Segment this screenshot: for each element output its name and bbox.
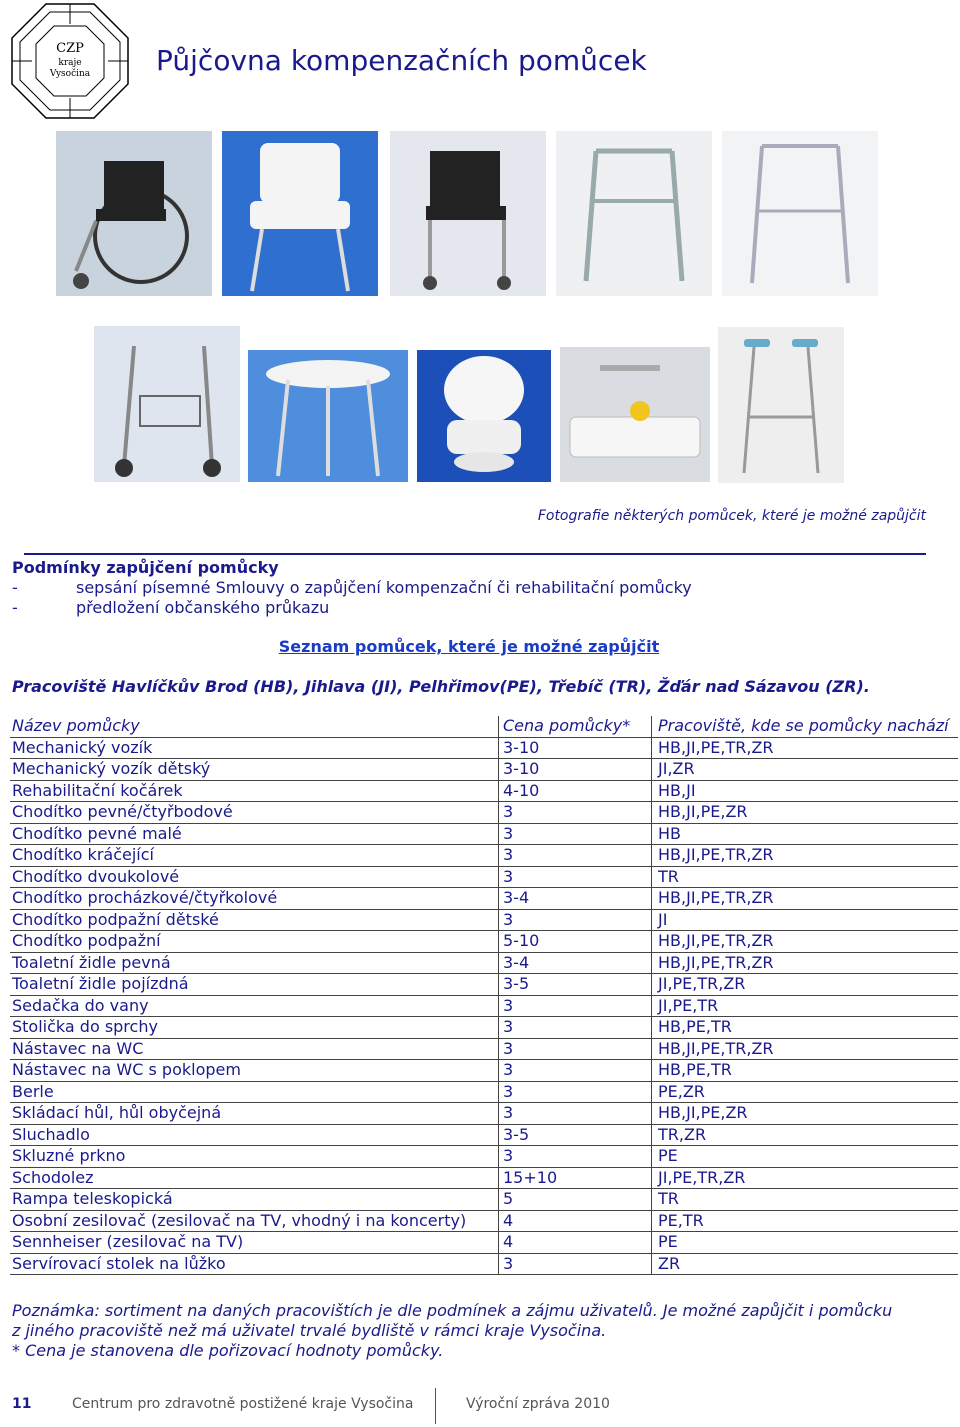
photo-walking-frame — [556, 131, 712, 296]
cell-workplace: HB,JI,PE,TR,ZR — [652, 888, 959, 910]
footer-report: Výroční zpráva 2010 — [466, 1396, 610, 1412]
cell-workplace: HB,JI,PE,TR,ZR — [652, 1038, 959, 1060]
table-row — [10, 909, 958, 931]
photo-walking-frame-tall — [722, 131, 878, 296]
table-row — [10, 1210, 958, 1232]
cell-workplace: JI — [652, 909, 959, 931]
cell-workplace: JI,PE,TR,ZR — [652, 974, 959, 996]
cell-price: 3 — [499, 1081, 652, 1103]
cell-workplace: HB,JI,PE,ZR — [652, 802, 959, 824]
table-row — [10, 1017, 958, 1039]
table-row — [10, 845, 958, 867]
cell-name: Toaletní židle pojízdná — [10, 974, 499, 996]
cell-workplace: HB,JI,PE,TR,ZR — [652, 931, 959, 953]
table-row — [10, 1232, 958, 1254]
cell-price: 3 — [499, 845, 652, 867]
aids-table-body — [10, 737, 958, 1275]
table-row — [10, 1189, 958, 1211]
condition-bullet: - — [12, 578, 18, 597]
table-row — [10, 931, 958, 953]
logo-line3: Vysočina — [49, 69, 91, 79]
cell-workplace: TR — [652, 1189, 959, 1211]
cell-price: 3 — [499, 823, 652, 845]
aids-table — [10, 716, 958, 1275]
cell-workplace: ZR — [652, 1253, 959, 1275]
cell-workplace: HB,PE,TR — [652, 1060, 959, 1082]
cell-workplace: PE — [652, 1146, 959, 1168]
cell-price: 3 — [499, 1146, 652, 1168]
condition-item — [12, 578, 692, 597]
cell-name: Chodítko podpažní — [10, 931, 499, 953]
aids-list-title[interactable]: Seznam pomůcek, které je možné zapůjčit — [278, 637, 660, 656]
table-row — [10, 737, 958, 759]
photo-commode-wheelchair — [390, 131, 546, 296]
footer-org: Centrum pro zdravotně postižené kraje Vysočina — [72, 1396, 414, 1412]
table-row — [10, 1167, 958, 1189]
table-row — [10, 780, 958, 802]
photo-toilet-seat-raiser — [417, 350, 551, 482]
cell-workplace: JI,PE,TR,ZR — [652, 1167, 959, 1189]
table-row — [10, 802, 958, 824]
price-footnote: * Cena je stanovena dle pořizovací hodnoty pomůcky. — [12, 1341, 444, 1360]
cell-workplace: HB,JI,PE,ZR — [652, 1103, 959, 1125]
page-title: Půjčovna kompenzačních pomůcek — [156, 44, 647, 77]
cell-price: 3-4 — [499, 888, 652, 910]
cell-workplace: HB,JI,PE,TR,ZR — [652, 845, 959, 867]
cell-workplace: PE,TR — [652, 1210, 959, 1232]
cell-price: 3 — [499, 995, 652, 1017]
cell-name: Rehabilitační kočárek — [10, 780, 499, 802]
table-row — [10, 952, 958, 974]
logo-line2: kraje — [58, 58, 82, 68]
cell-price: 3-10 — [499, 759, 652, 781]
cell-price: 5 — [499, 1189, 652, 1211]
cell-price: 3 — [499, 1060, 652, 1082]
cell-workplace: JI,PE,TR — [652, 995, 959, 1017]
cell-name: Servírovací stolek na lůžko — [10, 1253, 499, 1275]
note-line: Poznámka: sortiment na daných pracovištích je dle podmínek a zájmu uživatelů. Je možné zapůjčit i pomůcku — [12, 1301, 893, 1320]
condition-item — [12, 598, 329, 617]
cell-price: 3 — [499, 1038, 652, 1060]
table-row — [10, 995, 958, 1017]
logo-line1: CZP — [56, 41, 84, 56]
photo-rollator — [94, 326, 240, 482]
cell-name: Mechanický vozík dětský — [10, 759, 499, 781]
cell-name: Toaletní židle pevná — [10, 952, 499, 974]
cell-workplace: TR — [652, 866, 959, 888]
cell-name: Sluchadlo — [10, 1124, 499, 1146]
cell-name: Chodítko procházkové/čtyřkolové — [10, 888, 499, 910]
cell-workplace: HB,PE,TR — [652, 1017, 959, 1039]
cell-name: Sennheiser (zesilovač na TV) — [10, 1232, 499, 1254]
cell-name: Chodítko pevné malé — [10, 823, 499, 845]
table-row — [10, 1103, 958, 1125]
table-row — [10, 1081, 958, 1103]
cell-price: 3-5 — [499, 974, 652, 996]
photo-forearm-walker — [718, 327, 844, 483]
table-row — [10, 866, 958, 888]
cell-name: Skluzné prkno — [10, 1146, 499, 1168]
table-row — [10, 1253, 958, 1275]
note-line: z jiného pracoviště než má uživatel trvalé bydliště v rámci kraje Vysočina. — [12, 1321, 607, 1340]
cell-name: Sedačka do vany — [10, 995, 499, 1017]
header-workplace: Pracoviště, kde se pomůcky nachází — [652, 716, 959, 737]
cell-name: Chodítko dvoukolové — [10, 866, 499, 888]
cell-price: 4 — [499, 1210, 652, 1232]
cell-name: Chodítko pevné/čtyřbodové — [10, 802, 499, 824]
cell-price: 4 — [499, 1232, 652, 1254]
cell-price: 15+10 — [499, 1167, 652, 1189]
cell-workplace: JI,ZR — [652, 759, 959, 781]
condition-text: předložení občanského průkazu — [76, 598, 330, 617]
cell-price: 3 — [499, 1017, 652, 1039]
cell-workplace: HB,JI,PE,TR,ZR — [652, 952, 959, 974]
header-name: Název pomůcky — [10, 716, 499, 737]
cell-workplace: PE,ZR — [652, 1081, 959, 1103]
cell-price: 3 — [499, 802, 652, 824]
photo-shower-chair — [222, 131, 378, 296]
cell-name: Rampa teleskopická — [10, 1189, 499, 1211]
photo-shower-stool — [248, 350, 408, 482]
cell-name: Skládací hůl, hůl obyčejná — [10, 1103, 499, 1125]
workplaces-legend: Pracoviště Havlíčkův Brod (HB), Jihlava (JI), Pelhřimov(PE), Třebíč (TR), Žďár nad Sázavou (ZR). — [12, 677, 870, 696]
cell-price: 3 — [499, 866, 652, 888]
cell-price: 3 — [499, 1103, 652, 1125]
photo-bath-board — [560, 347, 710, 482]
table-row — [10, 1060, 958, 1082]
cell-price: 3 — [499, 1253, 652, 1275]
cell-price: 5-10 — [499, 931, 652, 953]
cell-name: Osobní zesilovač (zesilovač na TV, vhodný i na koncerty) — [10, 1210, 499, 1232]
cell-workplace: HB,JI,PE,TR,ZR — [652, 737, 959, 759]
cell-name: Schodolez — [10, 1167, 499, 1189]
cell-name: Nástavec na WC s poklopem — [10, 1060, 499, 1082]
cell-name: Nástavec na WC — [10, 1038, 499, 1060]
table-row — [10, 1124, 958, 1146]
cell-workplace: HB,JI — [652, 780, 959, 802]
condition-bullet: - — [12, 598, 18, 617]
table-row — [10, 888, 958, 910]
photo-wheelchair — [56, 131, 212, 296]
cell-name: Mechanický vozík — [10, 737, 499, 759]
header-price: Cena pomůcky* — [499, 716, 652, 737]
cell-name: Stolička do sprchy — [10, 1017, 499, 1039]
table-row — [10, 823, 958, 845]
cell-price: 4-10 — [499, 780, 652, 802]
table-row — [10, 759, 958, 781]
photos-caption: Fotografie některých pomůcek, které je možné zapůjčit — [537, 508, 926, 524]
cell-name: Chodítko podpažní dětské — [10, 909, 499, 931]
cell-workplace: PE — [652, 1232, 959, 1254]
table-row — [10, 1146, 958, 1168]
footer-divider — [435, 1388, 436, 1424]
cell-price: 3-4 — [499, 952, 652, 974]
cell-workplace: HB — [652, 823, 959, 845]
section-divider — [24, 553, 926, 555]
cell-name: Chodítko kráčející — [10, 845, 499, 867]
cell-price: 3 — [499, 909, 652, 931]
cell-workplace: TR,ZR — [652, 1124, 959, 1146]
table-header-row — [10, 716, 958, 737]
table-row — [10, 1038, 958, 1060]
conditions-title: Podmínky zapůjčení pomůcky — [12, 558, 279, 577]
cell-price: 3-5 — [499, 1124, 652, 1146]
czp-logo — [10, 2, 130, 120]
condition-text: sepsání písemné Smlouvy o zapůjčení kompenzační či rehabilitační pomůcky — [76, 578, 692, 597]
cell-name: Berle — [10, 1081, 499, 1103]
cell-price: 3-10 — [499, 737, 652, 759]
table-row — [10, 974, 958, 996]
page-number: 11 — [12, 1396, 32, 1412]
